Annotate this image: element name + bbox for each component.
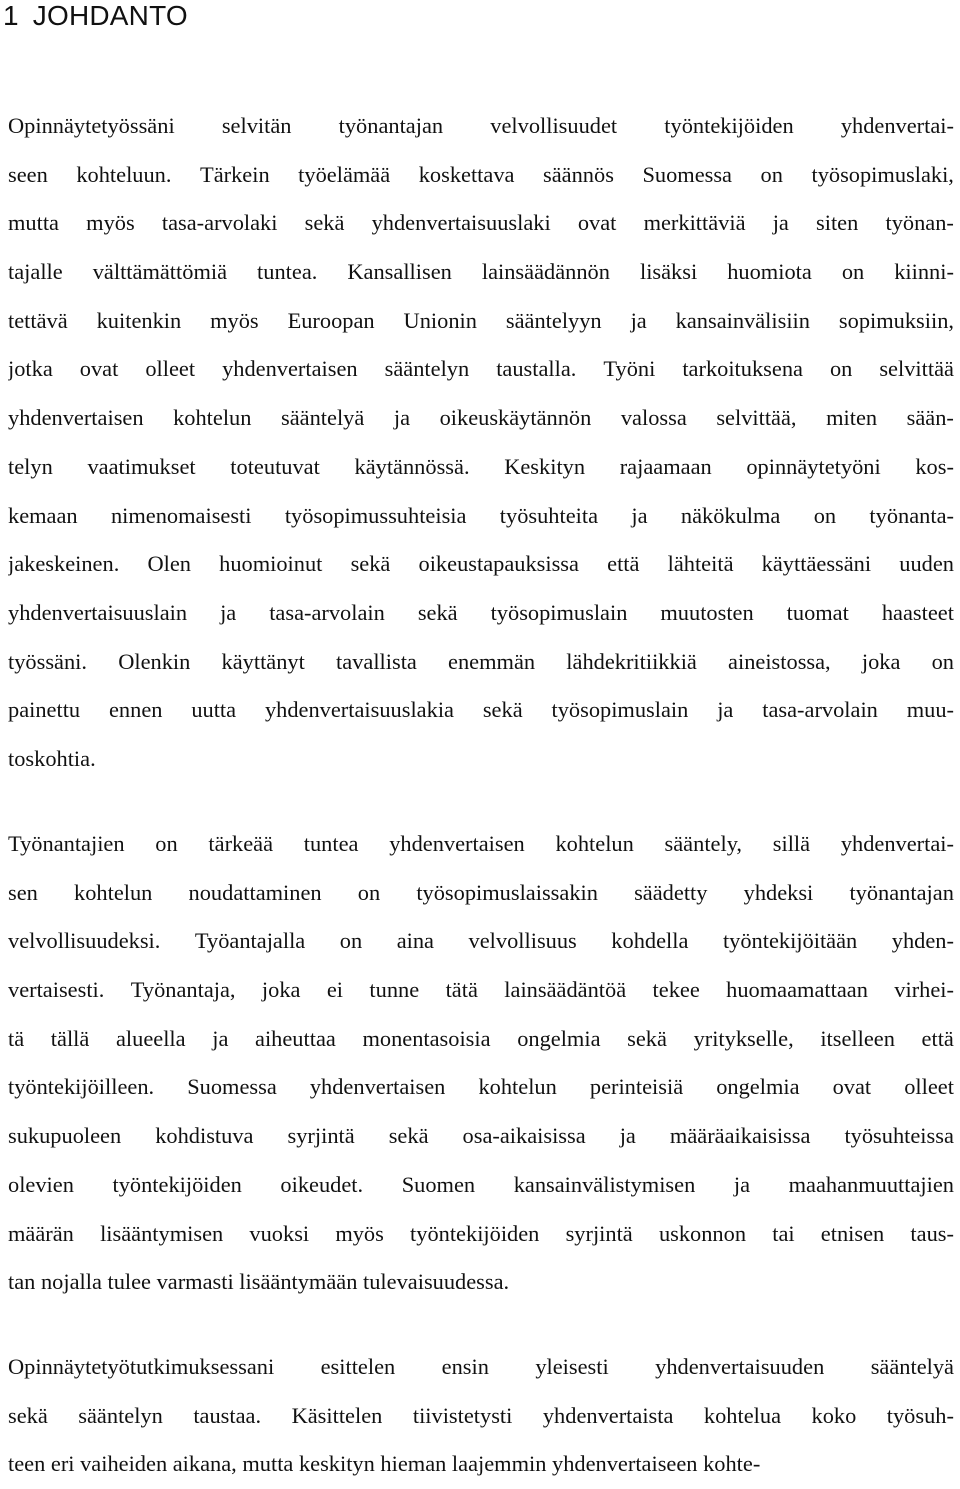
text-line: mutta myös tasa-arvolaki sekä yhdenvertaisuuslaki ovat merkittäviä ja siten työnan- — [8, 210, 954, 236]
text-line: velvollisuudeksi. Työantajalla on aina velvollisuus kohdella työntekijöitään yhden- — [8, 928, 954, 954]
text-line: yhdenvertaisen kohtelun sääntelyä ja oikeuskäytännön valossa selvittää, miten sään- — [8, 405, 954, 431]
text-line: painettu ennen uutta yhdenvertaisuuslakia sekä työsopimuslain ja tasa-arvolain muu- — [8, 697, 954, 723]
text-line: telyn vaatimukset toteutuvat käytännössä. Keskityn rajaamaan opinnäytetyöni kos- — [8, 453, 954, 479]
text-line: tettävä kuitenkin myös Euroopan Unionin sääntelyyn ja kansainvälisiin sopimuksiin, — [8, 307, 954, 333]
text-line: jotka ovat olleet yhdenvertaisen sääntelyn taustalla. Työni tarkoituksena on selvittää — [8, 356, 954, 382]
text-line: työntekijöilleen. Suomessa yhdenvertaisen kohtelun perinteisiä ongelmia ovat olleet — [8, 1074, 954, 1100]
text-line: yhdenvertaisuuslain ja tasa-arvolain sekä työsopimuslain muutosten tuomat haasteet — [8, 599, 954, 625]
text-line: vertaisesti. Työnantaja, joka ei tunne tätä lainsäädäntöä tekee huomaamattaan virhei- — [8, 977, 954, 1003]
text-line: Työnantajien on tärkeää tuntea yhdenvertaisen kohtelun sääntely, sillä yhdenvertai- — [8, 831, 954, 856]
text-line: työssäni. Olenkin käyttänyt tavallista enemmän lähdekritiikkiä aineistossa, joka on — [8, 648, 954, 674]
text-line: tajalle välttämättömiä tuntea. Kansallisen lainsäädännön lisäksi huomiota on kiinni- — [8, 259, 954, 285]
chapter-heading — [3, 0, 188, 34]
text-line: sen kohtelun noudattaminen on työsopimuslaissakin säädetty yhdeksi työnantajan — [8, 879, 954, 905]
text-line: kemaan nimenomaisesti työsopimussuhteisia työsuhteita ja näkökulma on työnanta- — [8, 502, 954, 528]
text-line: Opinnäytetyössäni selvitän työnantajan velvollisuudet työntekijöiden yhdenvertai- — [8, 113, 954, 138]
text-line: tä tällä alueella ja aiheuttaa monentasoisia ongelmia sekä yritykselle, itselleen että — [8, 1025, 954, 1051]
chapter-title: JOHDANTO — [32, 0, 188, 31]
text-line: teen eri vaiheiden aikana, mutta keskityn hieman laajemmin yhdenvertaiseen kohte- — [8, 1451, 761, 1477]
text-line: sukupuoleen kohdistuva syrjintä sekä osa-aikaisissa ja määräaikaisissa työsuhteissa — [8, 1123, 954, 1149]
paragraph-structure — [8, 1343, 954, 1489]
paragraph-introduction — [8, 102, 954, 784]
text-line: olevien työntekijöiden oikeudet. Suomen kansainvälistymisen ja maahanmuuttajien — [8, 1171, 954, 1197]
text-line: jakeskeinen. Olen huomioinut sekä oikeustapauksissa että lähteitä käyttäessäni uuden — [8, 551, 954, 577]
text-line: toskohtia. — [8, 745, 96, 771]
chapter-number: 1 — [3, 0, 19, 31]
text-line: tan nojalla tulee varmasti lisääntymään tulevaisuudessa. — [8, 1269, 510, 1295]
paragraph-employer-duties — [8, 820, 954, 1307]
text-line: määrän lisääntymisen vuoksi myös työntekijöiden syrjintä uskonnon tai etnisen taus- — [8, 1220, 954, 1246]
text-line: Opinnäytetyötutkimuksessani esittelen ensin yleisesti yhdenvertaisuuden sääntelyä — [8, 1354, 954, 1379]
text-line: sekä sääntelyn taustaa. Käsittelen tiivistetysti yhdenvertaista kohtelua koko työsuh- — [8, 1402, 954, 1428]
text-line: seen kohteluun. Tärkein työelämää koskettava säännös Suomessa on työsopimuslaki, — [8, 161, 954, 187]
